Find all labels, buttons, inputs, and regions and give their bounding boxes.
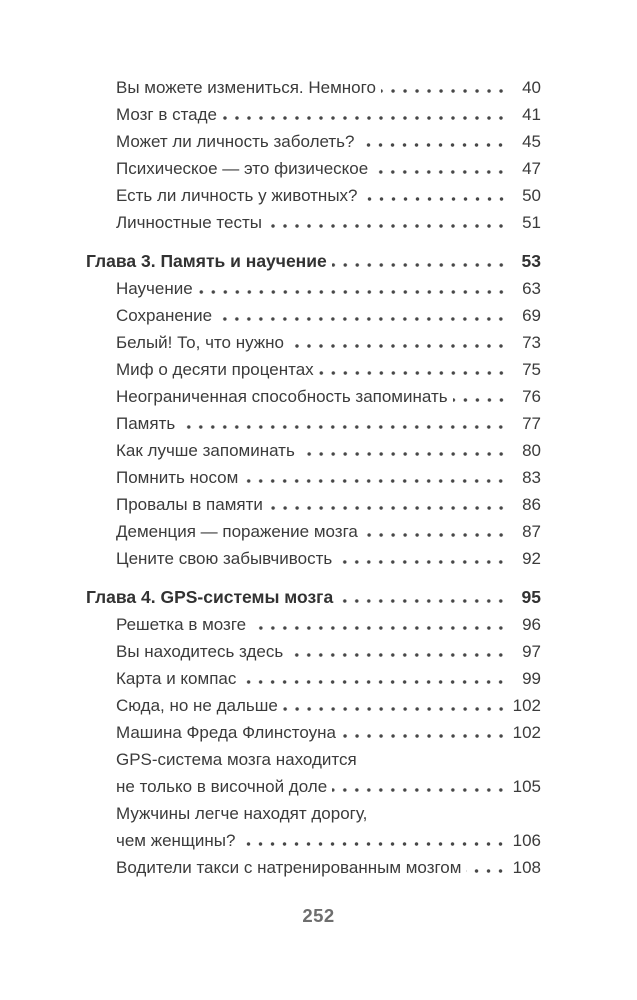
toc-entry-title: Водители такси с натренированным мозгом [116,858,462,877]
toc-entry-row [86,383,541,410]
toc-entry-title: Помнить носом [116,468,239,487]
dot-leader [363,518,508,545]
toc-page-number: 45 [522,132,541,151]
toc-section [86,248,541,572]
toc-page-number: 51 [522,213,541,232]
toc-entry-row [86,155,541,182]
toc-entry-title: Вы находитесь здесь [116,642,284,661]
toc-entry-row [86,854,541,881]
dot-leader [332,773,508,800]
dot-leader [198,275,508,302]
toc-entry-row [86,410,541,437]
dot-leader [466,854,508,881]
chapter-page-number: 95 [521,587,541,607]
dot-leader [289,329,508,356]
toc-entry-row [86,545,541,572]
toc-page-number: 83 [522,468,541,487]
toc-entry-title: чем женщины? [116,831,236,850]
chapter-row [86,248,541,275]
chapter-title: Глава 3. Память и научение [86,251,327,271]
toc-entry-title: Память [116,414,176,433]
toc-page-number: 41 [522,105,541,124]
dot-leader [337,545,508,572]
toc-entry-row [86,74,541,101]
toc-entry-title: Научение [116,279,193,298]
dot-leader [283,692,508,719]
toc-entry-row [86,356,541,383]
toc-page-number: 86 [522,495,541,514]
toc-page-number: 69 [522,306,541,325]
toc-entry-title: Может ли личность заболеть? [116,132,355,151]
toc-page-number: 63 [522,279,541,298]
toc-entry-title: Провалы в памяти [116,495,263,514]
toc-entry-title: Неограниченная способность запоминать [116,387,448,406]
toc-entry-row [86,209,541,236]
toc-entry-row [86,275,541,302]
toc-page-number: 40 [522,78,541,97]
toc-page-number: 76 [522,387,541,406]
toc-entry-row [86,800,541,827]
toc-entry-title: Мозг в стаде [116,105,218,124]
dot-leader [300,437,508,464]
toc-entry-row [86,692,541,719]
table-of-contents [86,74,541,881]
footer-page-number: 252 [302,905,335,926]
toc-entry-title: Мужчины легче находят дорогу, [116,804,368,823]
toc-page-number: 80 [522,441,541,460]
toc-entry-row [86,464,541,491]
toc-entry-row [86,101,541,128]
dot-leader [381,74,508,101]
toc-page-number: 105 [512,777,541,796]
toc-section [86,74,541,236]
toc-entry-row [86,491,541,518]
dot-leader [222,101,508,128]
toc-entry-title: не только в височной доле [116,777,328,796]
chapter-title: Глава 4. GPS-системы мозга [86,587,334,607]
dot-leader [217,302,508,329]
toc-entry-title: Белый! То, что нужно [116,333,285,352]
toc-entry-row [86,518,541,545]
toc-entry-title: Миф о десяти процентах [116,360,314,379]
toc-entry-title: Машина Фреда Флинстоуна [116,723,336,742]
toc-page-number: 106 [512,831,541,850]
toc-page-number: 77 [522,414,541,433]
toc-entry-row [86,128,541,155]
dot-leader [338,584,508,611]
toc-section [86,584,541,881]
toc-entry-row [86,437,541,464]
toc-entry-row [86,182,541,209]
toc-page-number: 97 [522,642,541,661]
toc-entry-row [86,719,541,746]
dot-leader [268,491,508,518]
toc-page-number: 75 [522,360,541,379]
dot-leader [363,182,509,209]
toc-entry-title: Личностные тесты [116,213,262,232]
dot-leader [267,209,508,236]
dot-leader [180,410,508,437]
dot-leader [359,128,508,155]
toc-entry-row [86,611,541,638]
toc-page-number: 99 [522,669,541,688]
toc-entry-title: Карта и компас [116,669,237,688]
toc-entry-title: Психическое — это физическое [116,159,369,178]
toc-entry-title: GPS-система мозга находится [116,750,357,769]
dot-leader [241,665,508,692]
dot-leader [332,248,508,275]
toc-entry-row [86,329,541,356]
toc-page-number: 96 [522,615,541,634]
toc-entry-title: Есть ли личность у животных? [116,186,358,205]
toc-entry-row [86,773,541,800]
toc-page-number: 50 [522,186,541,205]
toc-page-number: 47 [522,159,541,178]
chapter-page-number: 53 [521,251,541,271]
dot-leader [288,638,508,665]
toc-entry-title: Вы можете измениться. Немного [116,78,376,97]
dot-leader [251,611,508,638]
toc-entry-row [86,827,541,854]
toc-entry-row [86,638,541,665]
dot-leader [243,464,508,491]
dot-leader [341,719,508,746]
toc-entry-title: Цените свою забывчивость [116,549,333,568]
toc-page-number: 87 [522,522,541,541]
toc-page-number: 102 [512,723,541,742]
dot-leader [240,827,508,854]
toc-entry-row [86,665,541,692]
dot-leader [373,155,508,182]
toc-page-number: 92 [522,549,541,568]
toc-entry-row [86,302,541,329]
toc-page-number: 108 [512,858,541,877]
toc-page-number: 73 [522,333,541,352]
toc-page-number: 102 [512,696,541,715]
chapter-row [86,584,541,611]
toc-entry-title: Сюда, но не дальше [116,696,278,715]
toc-entry-title: Деменция — поражение мозга [116,522,358,541]
toc-entry-title: Решетка в мозге [116,615,247,634]
dot-leader [319,356,508,383]
dot-leader [453,383,508,410]
toc-entry-title: Как лучше запоминать [116,441,295,460]
toc-entry-row [86,746,541,773]
toc-entry-title: Сохранение [116,306,213,325]
